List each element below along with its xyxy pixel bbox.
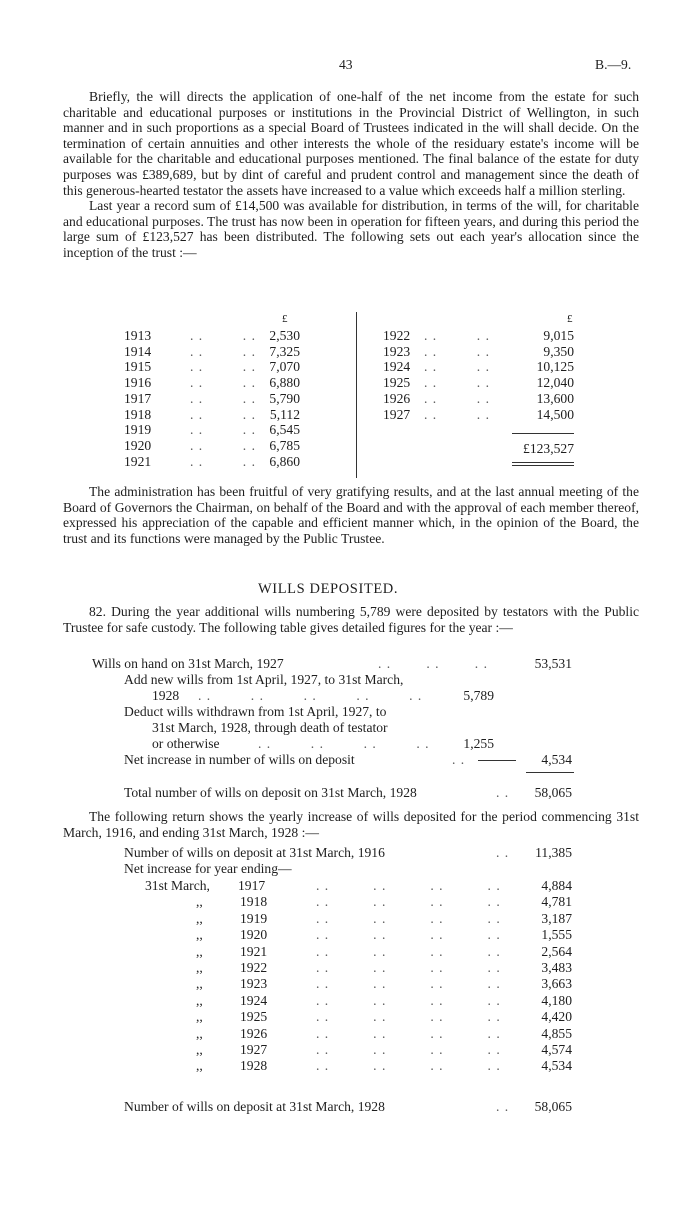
on-hand-value: 53,531 xyxy=(534,656,572,671)
add-value: 5,789 xyxy=(463,688,494,703)
row-leader: . . . . . . . . xyxy=(316,910,501,926)
row-leader: . . . . . . . . xyxy=(316,976,501,992)
deduct-value: 1,255 xyxy=(463,736,494,751)
row-value: 4,855 xyxy=(541,1025,572,1041)
ditto-mark: ,, xyxy=(196,992,203,1008)
deduct-label-line-2: 31st March, 1928, through death of testator xyxy=(152,720,388,735)
allocation-year: 1914 xyxy=(124,343,152,359)
wills-paragraph: 82. During the year additional wills numbering 5,789 were deposited by testators with the Public Trustee for safe custody. The following table gives detailed figures for the year :— xyxy=(63,604,639,635)
allocation-year: 1927 xyxy=(383,406,411,422)
ditto-mark: ,, xyxy=(196,1042,203,1057)
allocation-leader: . . . . xyxy=(424,375,490,391)
yearly-text xyxy=(63,809,639,840)
allocation-leader: . . . . xyxy=(190,343,256,359)
allocation-year: 1926 xyxy=(383,390,411,406)
net-leader: . . xyxy=(452,752,466,767)
total-leader: . . xyxy=(496,785,510,800)
allocation-year: 1917 xyxy=(124,390,152,406)
allocation-year: 1918 xyxy=(124,406,152,422)
row-leader: . . . . . . . . xyxy=(316,992,501,1008)
total-label: Total number of wills on deposit on 31st March, 1928 xyxy=(124,785,417,800)
row-value: 1,555 xyxy=(541,927,572,943)
yearly-paragraph: The following return shows the yearly increase of wills deposited for the period commencing 31st March, 1916, and ending 31st March, 1928 :— xyxy=(63,809,639,840)
allocation-leader: . . . . xyxy=(190,359,256,375)
first-row-prefix: 31st March, xyxy=(145,878,210,893)
intro-paragraph-1: Briefly, the will directs the application of one-half of the net income from the estate for such charitable and educational purposes or institutions in the Provincial District of Wellington, in such manner and in such proportions as a special Board of Trustees indicated in the will shall decide. On the termination of certain annuities and other interests the whole of the residuary estate's income will be available for the charitable and educational purposes mentioned. The final balance of the estate for duty purposes was £389,689, but by dint of careful and prudent control and management since the death of this generous-hearted testator the assets have increased to a value which exceeds half a million sterling. xyxy=(63,89,639,198)
ditto-mark: ,, xyxy=(196,910,203,926)
currency-header-left: £ xyxy=(282,313,288,325)
row-year: 1921 xyxy=(240,943,268,959)
ditto-mark: ,, xyxy=(196,976,203,992)
row-year: 1922 xyxy=(240,960,268,975)
row-value: 3,663 xyxy=(541,976,572,992)
start-value: 11,385 xyxy=(535,845,572,860)
add-label-line-1: Add new wills from 1st April, 1927, to 31st March, xyxy=(124,672,404,687)
table-divider xyxy=(356,312,357,478)
administration-text xyxy=(63,484,639,546)
allocation-amount: 7,325 xyxy=(269,343,300,359)
row-value: 4,574 xyxy=(541,1042,572,1057)
allocation-amount: 10,125 xyxy=(536,359,574,375)
intro-text xyxy=(63,89,639,261)
allocation-amount: 9,350 xyxy=(543,343,574,359)
allocation-amount: 6,860 xyxy=(269,453,300,469)
allocation-leader: . . . . xyxy=(190,406,256,422)
allocation-leader: . . . . xyxy=(424,390,490,406)
allocation-amount: 13,600 xyxy=(536,390,574,406)
summary-rule xyxy=(526,772,574,773)
allocation-leader: . . . . xyxy=(190,437,256,453)
intro-paragraph-2: Last year a record sum of £14,500 was available for distribution, in terms of the will, for charitable and educational purposes. The trust has now been in operation for fifteen years, and during this period the large sum of £123,527 has been distributed. The following sets out each year's allocation since the inception of the trust :— xyxy=(63,198,639,260)
allocation-amount: 7,070 xyxy=(269,359,300,375)
ditto-mark: ,, xyxy=(196,943,203,959)
allocation-leader: . . . . xyxy=(190,422,256,438)
allocation-leader: . . . . xyxy=(190,390,256,406)
final-label: Number of wills on deposit at 31st March, 1928 xyxy=(124,1099,385,1114)
allocation-amount: 9,015 xyxy=(543,328,574,343)
row-year: 1928 xyxy=(240,1058,268,1074)
net-increase-heading: Net increase for year ending— xyxy=(124,861,292,876)
on-hand-label: Wills on hand on 31st March, 1927 xyxy=(92,656,284,671)
currency-header-right: £ xyxy=(567,313,573,325)
wills-text xyxy=(63,604,639,635)
allocation-leader: . . . . xyxy=(424,406,490,422)
total-rule xyxy=(512,433,574,434)
row-leader: . . . . . . . . xyxy=(316,1058,501,1074)
row-leader: . . . . . . . . xyxy=(316,1042,501,1057)
on-hand-leader: . . . . . . xyxy=(378,656,488,671)
row-value: 4,534 xyxy=(541,1058,572,1074)
ditto-mark: ,, xyxy=(196,1025,203,1041)
allocation-year: 1925 xyxy=(383,375,411,391)
allocation-year: 1923 xyxy=(383,343,411,359)
allocation-leader: . . . . xyxy=(424,343,490,359)
allocation-year: 1915 xyxy=(124,359,152,375)
allocation-leader: . . . . xyxy=(190,375,256,391)
allocation-amount: 12,040 xyxy=(536,375,574,391)
total-value: 58,065 xyxy=(534,785,572,800)
row-value: 2,564 xyxy=(541,943,572,959)
allocation-amount: 5,112 xyxy=(269,406,300,422)
row-leader: . . . . . . . . xyxy=(316,960,501,975)
row-leader: . . . . . . . . xyxy=(316,927,501,943)
allocation-year: 1913 xyxy=(124,328,152,343)
allocation-total: £123,527 xyxy=(523,441,574,456)
row-value: 3,483 xyxy=(541,960,572,975)
final-value: 58,065 xyxy=(534,1099,572,1114)
row-year: 1920 xyxy=(240,927,268,943)
ditto-mark: ,, xyxy=(196,1058,203,1074)
add-label-line-2: 1928 xyxy=(152,688,180,703)
allocation-year: 1922 xyxy=(383,328,411,343)
row-value: 4,884 xyxy=(541,878,572,893)
allocation-year: 1921 xyxy=(124,453,152,469)
allocation-year: 1920 xyxy=(124,437,152,453)
row-year: 1923 xyxy=(240,976,268,992)
allocation-leader: . . . . xyxy=(424,328,490,343)
allocation-amount: 6,880 xyxy=(269,375,300,391)
total-double-rule-2 xyxy=(512,465,574,466)
allocation-leader: . . . . xyxy=(424,359,490,375)
page-number: 43 xyxy=(339,57,353,72)
row-year: 1917 xyxy=(238,878,266,893)
ditto-mark: ,, xyxy=(196,1009,203,1025)
row-year: 1918 xyxy=(240,894,268,910)
total-double-rule-1 xyxy=(512,462,574,463)
row-leader: . . . . . . . . xyxy=(316,894,501,910)
row-year: 1924 xyxy=(240,992,268,1008)
row-year: 1926 xyxy=(240,1025,268,1041)
allocation-amount: 6,785 xyxy=(269,437,300,453)
row-value: 3,187 xyxy=(541,910,572,926)
add-leader: . . . . . . . . . . xyxy=(198,688,423,703)
row-leader: . . . . . . . . xyxy=(316,1025,501,1041)
row-leader: . . . . . . . . xyxy=(316,1009,501,1025)
net-increase-value: 4,534 xyxy=(541,752,572,767)
row-leader: . . . . . . . . xyxy=(316,878,501,893)
row-year: 1925 xyxy=(240,1009,268,1025)
row-value: 4,781 xyxy=(541,894,572,910)
allocation-amount: 5,790 xyxy=(269,390,300,406)
row-year: 1919 xyxy=(240,910,268,926)
ditto-mark: ,, xyxy=(196,894,203,910)
deduct-label-line-3: or otherwise xyxy=(152,736,220,751)
allocation-year: 1919 xyxy=(124,422,152,438)
allocation-year: 1916 xyxy=(124,375,152,391)
deduct-leader: . . . . . . . . xyxy=(258,736,430,751)
row-value: 4,420 xyxy=(541,1009,572,1025)
start-label: Number of wills on deposit at 31st March, 1916 xyxy=(124,845,385,860)
allocation-amount: 14,500 xyxy=(536,406,574,422)
deduct-label-line-1: Deduct wills withdrawn from 1st April, 1927, to xyxy=(124,704,387,719)
start-leader: . . xyxy=(496,845,510,860)
ditto-mark: ,, xyxy=(196,927,203,943)
allocation-amount: 6,545 xyxy=(269,422,300,438)
row-leader: . . . . . . . . xyxy=(316,943,501,959)
allocation-amount: 2,530 xyxy=(269,328,300,343)
ditto-mark: ,, xyxy=(196,960,203,975)
row-year: 1927 xyxy=(240,1042,268,1057)
section-heading: WILLS DEPOSITED. xyxy=(258,581,399,597)
final-leader: . . xyxy=(496,1099,510,1114)
administration-paragraph: The administration has been fruitful of very gratifying results, and at the last annual meeting of the Board of Governors the Chairman, on behalf of the Board and with the approval of each member thereof, expressed his appreciation of the capable and efficient manner which, in the opinion of the Board, the trust and its functions were managed by the Public Trustee. xyxy=(63,484,639,546)
row-value: 4,180 xyxy=(541,992,572,1008)
allocation-leader: . . . . xyxy=(190,328,256,343)
allocation-leader: . . . . xyxy=(190,453,256,469)
net-increase-label: Net increase in number of wills on deposit xyxy=(124,752,355,767)
allocation-year: 1924 xyxy=(383,359,411,375)
report-code: B.—9. xyxy=(595,57,632,72)
